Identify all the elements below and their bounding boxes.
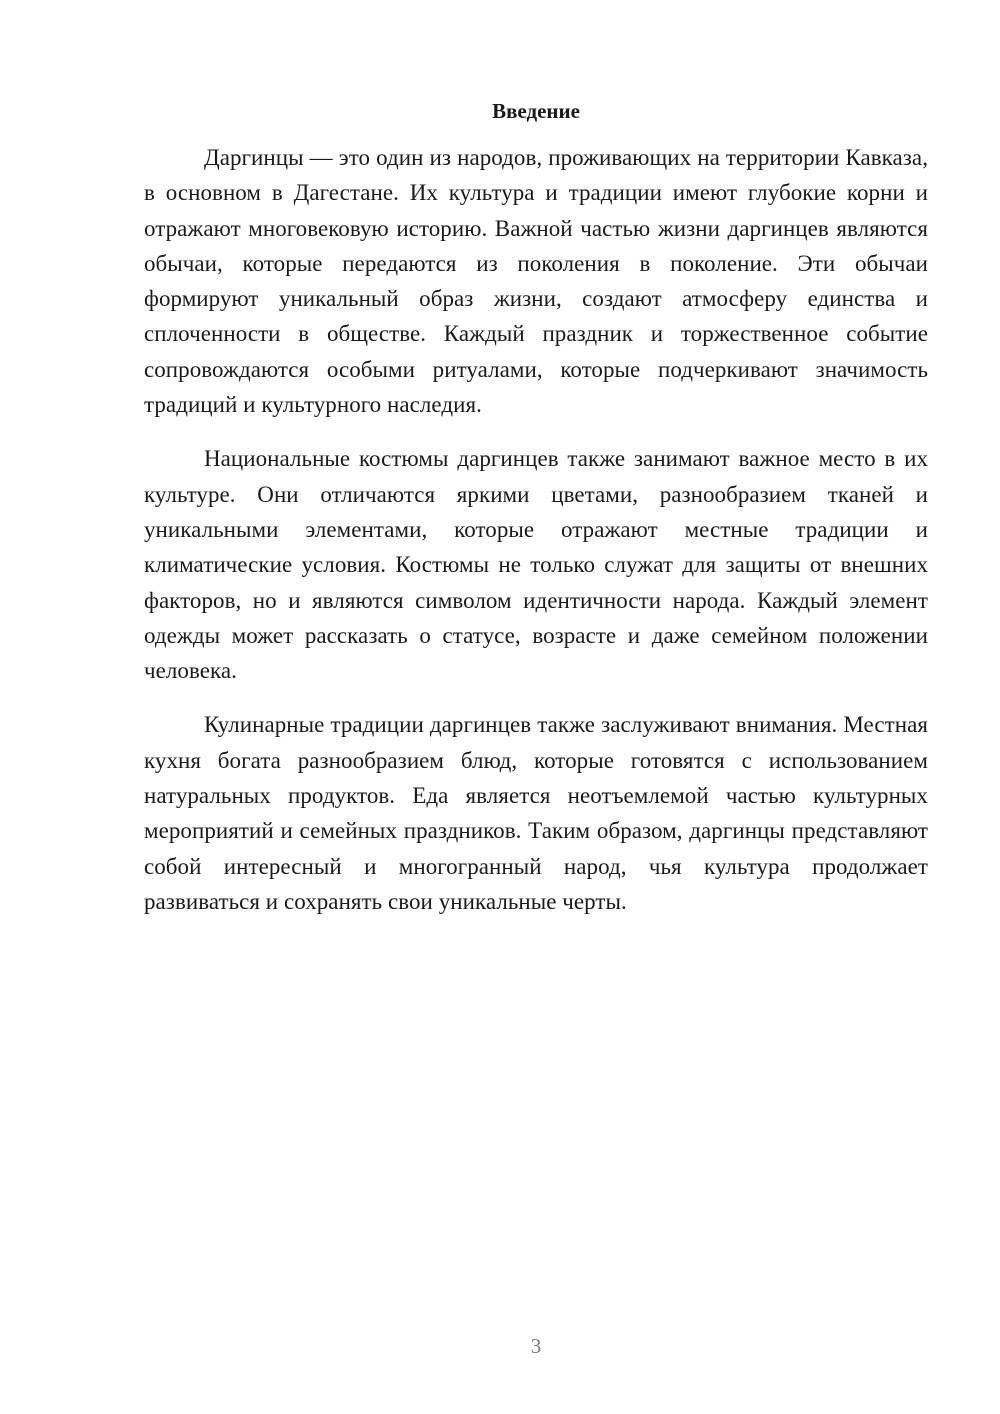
document-body [144,140,928,938]
page-number: 3 [530,1334,542,1358]
section-heading: Введение [492,99,580,123]
paragraph-1: Даргинцы — это один из народов, проживающих на территории Кавказа, в основном в Дагестане. Их культура и традиции имеют глубокие корни и отражают многовековую историю. Важной частью жизни даргинцев являются обычаи, которые передаются из поколения в поколение. Эти обычаи формируют уникальный образ жизни, создают атмосферу единства и сплоченности в обществе. Каждый праздник и торжественное событие сопровождаются особыми ритуалами, которые подчеркивают значимость традиций и культурного наследия. [144,145,928,418]
paragraph-2: Национальные костюмы даргинцев также занимают важное место в их культуре. Они отличаются яркими цветами, разнообразием тканей и уникальными элементами, которые отражают местные традиции и климатические условия. Костюмы не только служат для защиты от внешних факторов, но и являются символом идентичности народа. Каждый элемент одежды может рассказать о статусе, возрасте и даже семейном положении человека. [144,446,928,684]
paragraph-3: Кулинарные традиции даргинцев также заслуживают внимания. Местная кухня богата разнообразием блюд, которые готовятся с использованием натуральных продуктов. Еда является неотъемлемой частью культурных мероприятий и семейных праздников. Таким образом, даргинцы представляют собой интересный и многогранный народ, чья культура продолжает развиваться и сохранять свои уникальные черты. [144,712,928,914]
